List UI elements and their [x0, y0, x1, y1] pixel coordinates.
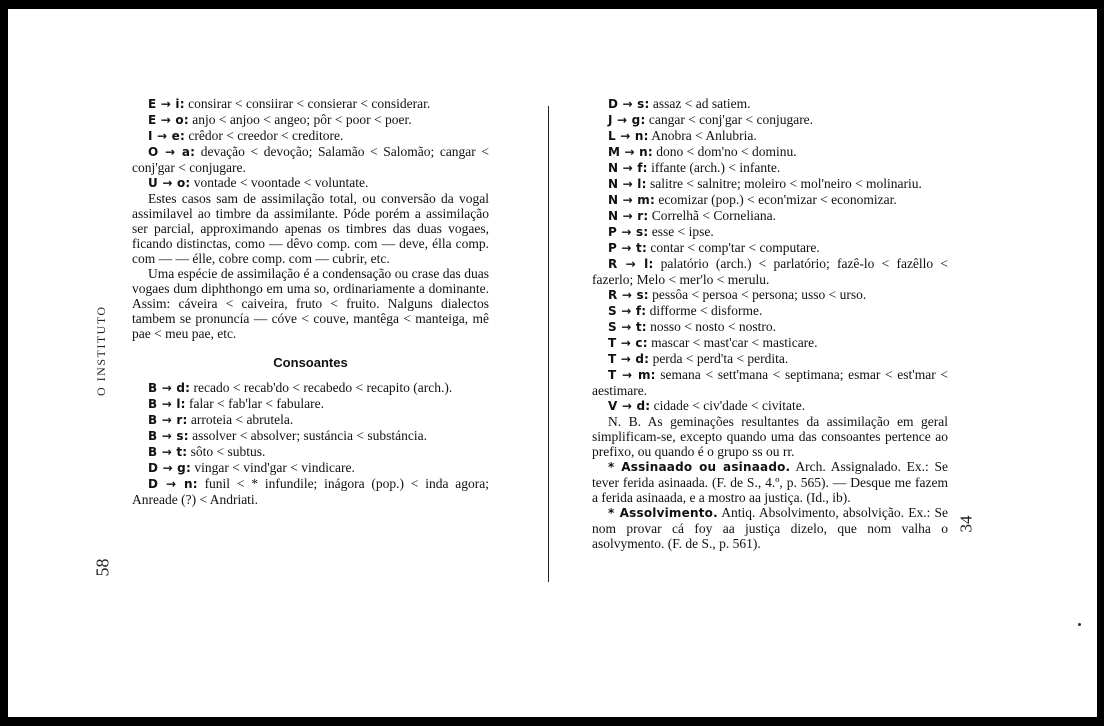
entry-label: J → g: [608, 113, 646, 127]
entry-text: Arch. Assignalado. Ex.: Se tever ferida asinaada. (F. de S., 4.º, p. 565). — Desque me fazem a ferida asinaada, e a mostro aa justiça. (Id., ib). [592, 459, 948, 505]
entry-label: R → s: [608, 288, 649, 302]
entry-paragraph [592, 414, 948, 459]
entry-paragraph [132, 428, 489, 444]
entry-text: crêdor < creedor < creditore. [185, 128, 344, 143]
entry-text: recado < recab'do < recabedo < recapito (arch.). [190, 380, 453, 395]
entry-label: E → o: [148, 113, 189, 127]
entry-label: B → d: [148, 381, 191, 395]
left-column [132, 96, 489, 507]
entry-text: arroteia < abrutela. [187, 412, 294, 427]
entry-label: O → a: [148, 145, 196, 159]
entry-text: devação < devoção; Salamão < Salomão; cangar < conj'gar < conjugare. [132, 144, 489, 175]
entry-paragraph [592, 459, 948, 505]
entry-label: I → e: [148, 129, 186, 143]
entry-text: iffante (arch.) < infante. [647, 160, 781, 175]
entry-paragraph [592, 303, 948, 319]
entry-paragraph [592, 287, 948, 303]
entry-label: R → l: [608, 257, 654, 271]
entry-text: palatório (arch.) < parlatório; fazê-lo < fazêllo < fazerlo; Melo < mer'lo < merulu. [592, 256, 949, 287]
entry-paragraph [592, 192, 948, 208]
entry-label: B → r: [148, 413, 188, 427]
entry-paragraph [592, 351, 948, 367]
entry-text: N. B. As geminações resultantes da assimilação em geral simplificam-se, excepto quando uma das consoantes pertence ao prefixo, ou quando é o grupo ss ou rr. [592, 414, 948, 459]
entry-label: N → l: [608, 177, 647, 191]
entry-paragraph [592, 208, 948, 224]
entry-paragraph [592, 240, 948, 256]
running-header-text: O INSTITUTO [94, 305, 108, 396]
entry-text: funil < * infundile; inágora (pop.) < inda agora; Anreade (?) < Andriati. [132, 476, 489, 507]
entry-label: P → s: [608, 225, 649, 239]
entry-label: * Assinaado ou asinaado. [608, 460, 791, 474]
entry-text: sôto < subtus. [187, 444, 266, 459]
entry-label: S → t: [608, 320, 647, 334]
entry-paragraph [132, 128, 489, 144]
entry-text: nosso < nosto < nostro. [646, 319, 777, 334]
running-header [92, 296, 112, 396]
entry-text: Correlhã < Corneliana. [648, 208, 776, 223]
entry-text: assaz < ad satiem. [649, 96, 751, 111]
entry-text: vingar < vind'gar < vindicare. [190, 460, 355, 475]
section-title: Consoantes [273, 355, 348, 370]
entry-paragraph [132, 175, 489, 191]
entry-text: pessôa < persoa < persona; usso < urso. [648, 287, 867, 302]
entry-text: Estes casos sam de assimilação total, ou conversão da vogal assimilavel ao timbre da assimilante. Póde porém a assimilação ser parcial, approximando apenas os timbres das duas vogaes, ficando distinctas, como — dêvo comp. com — deve, élla comp. com — — élle, cobre comp. com — cubrir, etc. [132, 191, 489, 266]
entry-text: assolver < absolver; sustáncia < substáncia. [188, 428, 427, 443]
entry-text: dono < dom'no < dominu. [652, 144, 797, 159]
entry-text: mascar < mast'car < masticare. [647, 335, 818, 350]
entry-paragraph [592, 505, 948, 551]
entry-paragraph [132, 144, 489, 175]
column-divider [548, 106, 549, 582]
entry-label: V → d: [608, 399, 651, 413]
entry-text: semana < sett'mana < septimana; esmar < est'mar < aestimare. [592, 367, 948, 398]
entry-paragraph [132, 112, 489, 128]
entry-text: anjo < anjoo < angeo; pôr < poor < poer. [188, 112, 412, 127]
entry-paragraph [592, 335, 948, 351]
entry-paragraph [592, 96, 948, 112]
entry-paragraph [132, 476, 489, 507]
entry-text: Anobra < Anlubria. [648, 128, 757, 143]
right-column [592, 96, 948, 551]
entry-label: D → s: [608, 97, 650, 111]
entry-label: T → m: [608, 368, 656, 382]
entry-label: S → f: [608, 304, 647, 318]
entry-label: T → c: [608, 336, 648, 350]
entry-paragraph [592, 144, 948, 160]
entry-label: B → s: [148, 429, 189, 443]
entry-paragraph [592, 256, 948, 287]
speck [1078, 623, 1081, 626]
entry-paragraph [592, 176, 948, 192]
entry-paragraph [132, 96, 489, 112]
entry-text: falar < fab'lar < fabulare. [185, 396, 325, 411]
entry-paragraph [592, 398, 948, 414]
entry-paragraph [592, 128, 948, 144]
entry-label: N → r: [608, 209, 649, 223]
entry-label: B → l: [148, 397, 186, 411]
entry-paragraph [132, 396, 489, 412]
entry-text: vontade < voontade < voluntate. [190, 175, 369, 190]
entry-paragraph [132, 412, 489, 428]
entry-label: L → n: [608, 129, 649, 143]
entry-text: difforme < disforme. [646, 303, 763, 318]
entry-text: contar < comp'tar < computare. [646, 240, 820, 255]
entry-paragraph [592, 367, 948, 398]
entry-paragraph [132, 380, 489, 396]
entry-text: perda < perd'ta < perdita. [649, 351, 789, 366]
book-page-spread [8, 9, 1097, 717]
entry-label: E → i: [148, 97, 185, 111]
entry-text: consirar < consiirar < consierar < considerar. [184, 96, 431, 111]
entry-paragraph [132, 444, 489, 460]
entry-paragraph [592, 112, 948, 128]
entry-paragraph [592, 224, 948, 240]
entry-text: Antiq. Absolvimento, absolvição. Ex.: Se nom provar cá foy aa justiça dizelo, que nom valha o asolvymento. (F. de S., p. 561). [592, 505, 948, 551]
page-number-right: 34 [956, 515, 976, 533]
entry-label: P → t: [608, 241, 647, 255]
entry-text: cangar < conj'gar < conjugare. [645, 112, 814, 127]
entry-paragraph [592, 160, 948, 176]
entry-label: D → n: [148, 477, 198, 491]
entry-label: M → n: [608, 145, 653, 159]
entry-label: T → d: [608, 352, 650, 366]
entry-text: cidade < civ'dade < civitate. [650, 398, 806, 413]
entry-text: Uma espécie de assimilação é a condensação ou crase das duas vogaes dum diphthongo em uma so, ordinariamente a dominante. Assim: cáveira < caiveira, fruto < fruito. Nalguns dialectos tambem se pronuncía — cóve < couve, mantêga < manteiga, mê pae < meu pae, etc. [132, 266, 489, 341]
entry-paragraph [132, 460, 489, 476]
entry-paragraph [132, 191, 489, 266]
entry-label: U → o: [148, 176, 191, 190]
entry-text: esse < ipse. [648, 224, 714, 239]
page-number-left: 58 [92, 558, 113, 577]
entry-label: * Assolvimento. [608, 506, 718, 520]
entry-text: salitre < salnitre; moleiro < mol'neiro < molinariu. [646, 176, 922, 191]
entry-label: B → t: [148, 445, 188, 459]
entry-label: N → f: [608, 161, 648, 175]
entry-paragraph [592, 319, 948, 335]
entry-label: D → g: [148, 461, 191, 475]
entry-paragraph [132, 266, 489, 341]
entry-label: N → m: [608, 193, 655, 207]
entry-text: ecomizar (pop.) < econ'mizar < economizar. [654, 192, 897, 207]
